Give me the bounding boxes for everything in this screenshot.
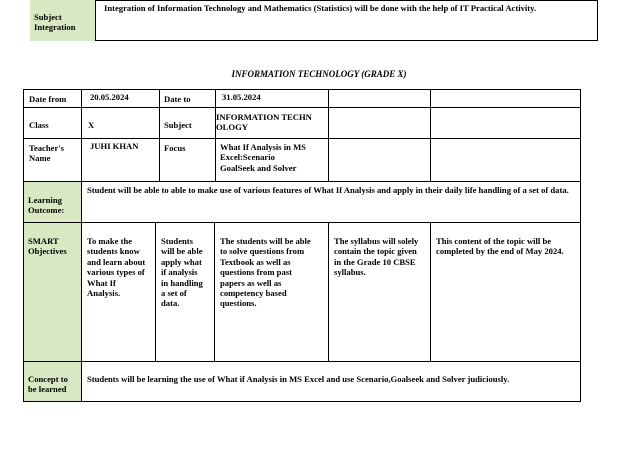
teacher-value: JUHI KHAN: [90, 141, 139, 151]
smart-objective-2: Students will be able apply what if analysis in handling a set of data.: [161, 236, 203, 309]
teacher-label: Teacher's Name: [29, 143, 65, 164]
focus-value: What If Analysis in MS Excel:Scenario GoalSeek and Solver: [220, 142, 306, 173]
subject-integration-label: Subject Integration: [30, 0, 96, 41]
subject-value: INFORMATION TECHN OLOGY: [216, 112, 312, 133]
smart-objective-5: This content of the topic will be completed by the end of May 2024.: [436, 236, 564, 257]
date-to-label: Date to: [164, 94, 191, 104]
concept-value: Students will be learning the use of What if Analysis in MS Excel and use Scenario,Goalseek and Solver judiciously.: [87, 374, 510, 384]
date-to-value: 31.05.2024: [222, 92, 261, 102]
subject-integration-text: Integration of Information Technology and Mathematics (Statistics) will be done with the help of IT Practical Activity.: [104, 3, 537, 13]
class-label: Class: [29, 120, 49, 130]
focus-label: Focus: [164, 143, 186, 153]
concept-label: Concept to be learned: [28, 374, 68, 395]
subject-label: Subject: [164, 120, 192, 130]
page-title: INFORMATION TECHNOLOGY (GRADE X): [231, 69, 407, 79]
smart-objectives-label: SMART Objectives: [28, 236, 67, 257]
date-from-value: 20.05.2024: [90, 92, 129, 102]
class-value: X: [88, 120, 95, 130]
smart-objective-4: The syllabus will solely contain the topic given in the Grade 10 CBSE syllabus.: [334, 236, 419, 278]
learning-outcome-label: Learning Outcome:: [28, 195, 65, 216]
date-from-label: Date from: [29, 94, 67, 104]
learning-outcome-value: Student will be able to able to make use of various features of What If Analysis and apply in their daily life handling of a set of data.: [87, 185, 569, 195]
smart-objective-1: To make the students know and learn about various types of What If Analysis.: [87, 236, 146, 299]
smart-objective-3: The students will be able to solve questions from Textbook as well as questions from past papers as well as competency based questions.: [220, 236, 311, 309]
